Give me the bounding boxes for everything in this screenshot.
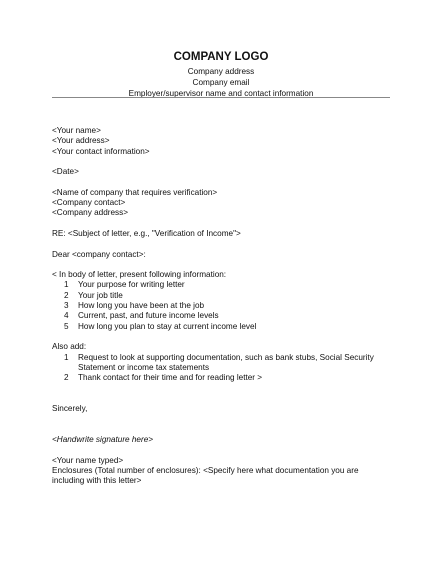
subject-line: RE: <Subject of letter, e.g., "Verification of Income"> bbox=[52, 228, 241, 238]
company-logo: COMPANY LOGO bbox=[173, 51, 269, 63]
signature-placeholder: <Handwrite signature here> bbox=[52, 434, 154, 444]
header-divider bbox=[52, 97, 390, 98]
body-list bbox=[52, 280, 392, 331]
company-email: Company email bbox=[192, 78, 250, 87]
salutation: Dear <company contact>: bbox=[52, 249, 146, 259]
sender-contact: <Your contact information> bbox=[52, 146, 150, 156]
list-item: 4 Current, past, and future income levels bbox=[64, 311, 219, 321]
body-intro: < In body of letter, present following information: bbox=[52, 270, 227, 280]
typed-name: <Your name typed> bbox=[52, 455, 124, 465]
recipient-contact: <Company contact> bbox=[52, 198, 126, 208]
list-item: 1 Your purpose for writing letter bbox=[64, 280, 185, 290]
list-item: 1 Request to look at supporting documentation, such as bank stubs, Social Security Statement or income tax statements bbox=[64, 352, 374, 372]
letter-body bbox=[52, 126, 392, 486]
recipient-company: <Name of company that requires verification> bbox=[52, 187, 218, 197]
enclosures: Enclosures (Total number of enclosures): <Specify here what documentation you are including with this letter> bbox=[52, 465, 359, 486]
letter-header bbox=[52, 50, 390, 99]
also-add-label: Also add: bbox=[52, 342, 87, 352]
list-item: 5 How long you plan to stay at current income level bbox=[64, 321, 257, 331]
list-item: 2 Your job title bbox=[64, 290, 123, 300]
list-item: 2 Thank contact for their time and for reading letter > bbox=[64, 373, 263, 383]
closing: Sincerely, bbox=[52, 404, 88, 414]
sender-address: <Your address> bbox=[52, 136, 110, 146]
employer-contact: Employer/supervisor name and contact information bbox=[128, 89, 314, 98]
company-address: Company address bbox=[187, 67, 255, 76]
list-item: 3 How long you have been at the job bbox=[64, 301, 205, 311]
recipient-address: <Company address> bbox=[52, 208, 129, 218]
sender-name: <Your name> bbox=[52, 126, 101, 135]
letter-date: <Date> bbox=[52, 167, 79, 177]
also-add-list bbox=[52, 353, 392, 384]
